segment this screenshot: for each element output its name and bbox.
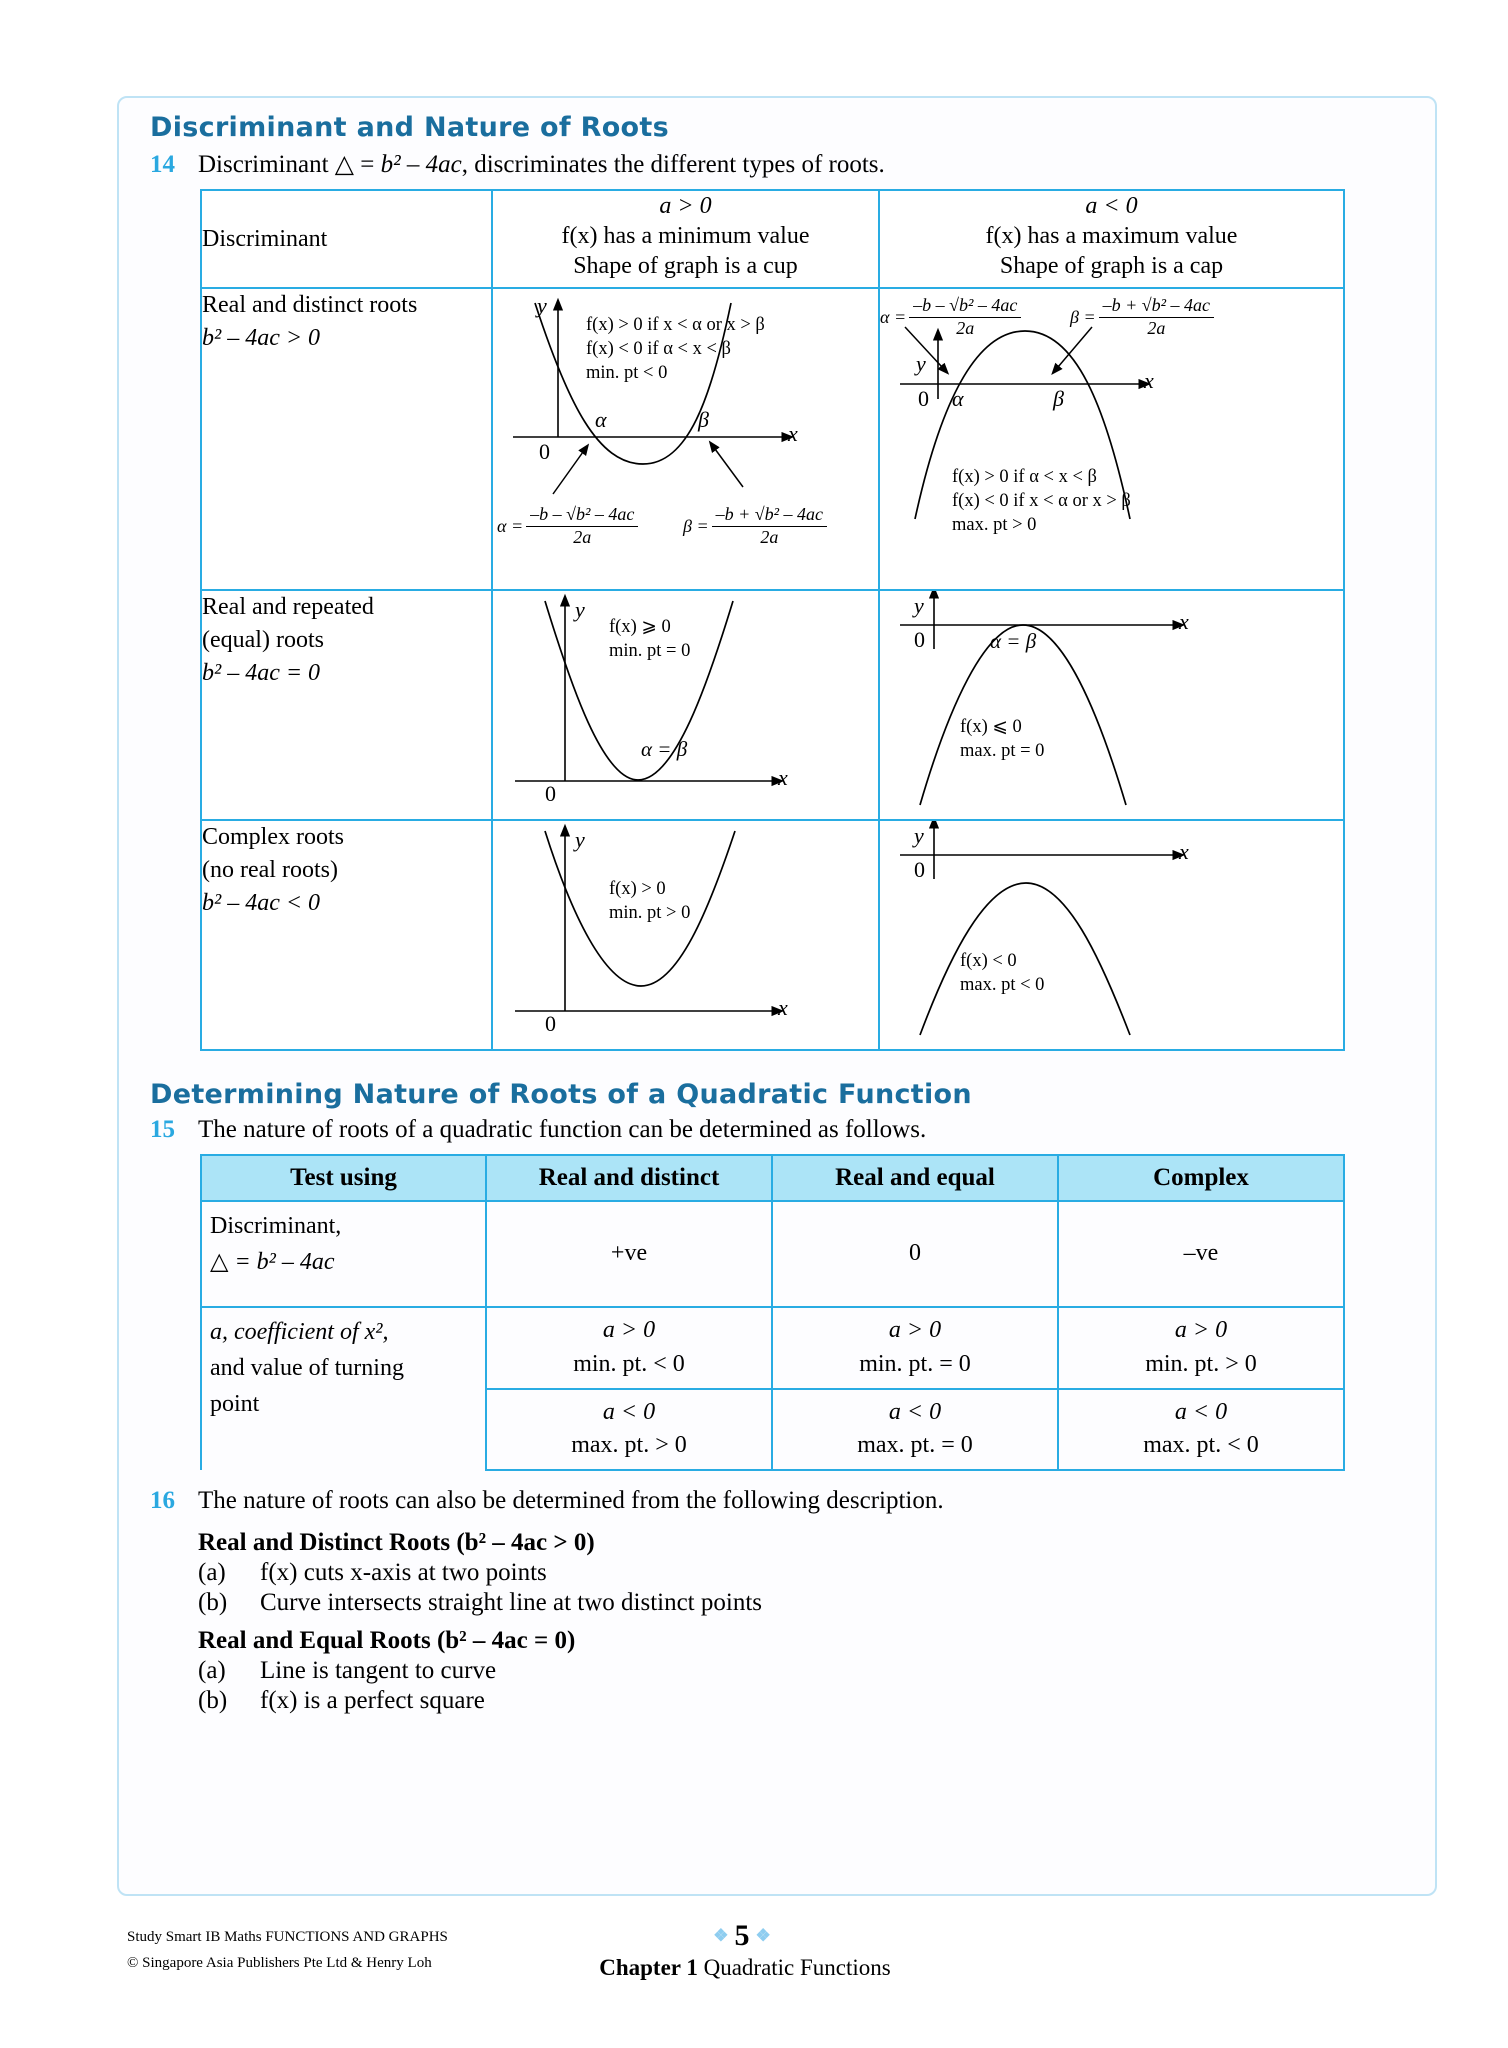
cap-repeated-ann1: f(x) ⩽ 0 <box>960 717 1022 737</box>
group2-item2-text: f(x) is a perfect square <box>260 1687 485 1714</box>
cup-complex-annotations <box>609 877 690 925</box>
cap-distinct-y-label: y <box>916 351 926 376</box>
header-a-positive-condition: a > 0 <box>659 193 712 219</box>
cup-complex-ann2: min. pt > 0 <box>609 903 691 924</box>
cap-repeated-ann2: max. pt = 0 <box>960 741 1045 762</box>
row2-label-line2: (equal) roots <box>202 627 324 654</box>
t2-value-discriminant-complex: –ve <box>1058 1201 1344 1307</box>
t2-coefficient-line2: and value of turning <box>210 1355 404 1381</box>
cap-distinct-root-alpha: α <box>952 386 964 411</box>
graph-cap-complex <box>880 821 1341 1045</box>
diamond-left-icon: ❖ <box>713 1926 735 1945</box>
roots-description-list <box>150 1529 1420 1715</box>
cup-alpha-numerator: –b – √b² – 4ac <box>526 504 638 527</box>
header-cell-a-positive <box>492 190 879 288</box>
cap-alpha-lhs: α = <box>880 306 907 327</box>
cup-repeated-x-label: x <box>778 765 788 790</box>
cup-repeated-ann2: min. pt = 0 <box>609 641 691 662</box>
row3-label-line2: (no real roots) <box>202 857 338 884</box>
t2-coefficient-line1: a, coefficient of x², <box>210 1319 389 1345</box>
discriminant-table <box>200 189 1345 1051</box>
cap-distinct-alpha-formula <box>880 295 1021 339</box>
footer-page-block <box>580 1919 910 1981</box>
header-cell-discriminant <box>201 190 492 288</box>
cup-beta-lhs: β = <box>683 515 709 536</box>
cap-repeated-origin: 0 <box>914 627 925 652</box>
item-14-text-b: = <box>354 151 381 178</box>
table2-header-row <box>201 1155 1344 1201</box>
cap-distinct-ann1: f(x) > 0 if α < x < β <box>952 467 1097 487</box>
t2-discriminant-line1: Discriminant, <box>210 1213 342 1239</box>
page-number-row <box>580 1919 910 1953</box>
group2-item1-label: (a) <box>198 1657 226 1684</box>
t2-header-complex: Complex <box>1058 1155 1344 1201</box>
cup-repeated-origin: 0 <box>545 781 556 806</box>
cup-distinct-ann3: min. pt < 0 <box>586 363 668 384</box>
cup-distinct-x-label: x <box>788 421 798 446</box>
header-a-negative-line3: Shape of graph is a cap <box>999 253 1224 279</box>
table-row <box>201 288 1344 590</box>
nature-of-roots-table <box>200 1154 1345 1471</box>
header-discriminant-label: Discriminant <box>202 225 328 252</box>
item-16-text: The nature of roots can also be determined from the following description. <box>198 1487 944 1514</box>
cap-distinct-root-beta: β <box>1053 386 1064 411</box>
cap-alpha-numerator: –b – √b² – 4ac <box>909 295 1021 318</box>
section-heading-discriminant: Discriminant and Nature of Roots <box>150 112 669 143</box>
table-header-row <box>201 190 1344 288</box>
cap-beta-lhs: β = <box>1070 306 1096 327</box>
cup-complex-x-label: x <box>778 995 788 1020</box>
cap-beta-denominator: 2a <box>1147 318 1166 338</box>
cap-complex-origin: 0 <box>914 857 925 882</box>
t2-a-neg-equal-top: a < 0 <box>888 1398 942 1425</box>
row2-label-line1: Real and repeated <box>202 594 374 620</box>
footer-chapter-label: Chapter 1 <box>599 1955 698 1980</box>
group2-item1-text: Line is tangent to curve <box>260 1657 497 1684</box>
cap-distinct-ann2: f(x) < 0 if x < α or x > β <box>952 491 1131 512</box>
footer-chapter-line <box>580 1955 910 1981</box>
group1-item1-label: (a) <box>198 1559 226 1586</box>
t2-label-coefficient <box>201 1307 486 1470</box>
t2-header-real-equal: Real and equal <box>772 1155 1058 1201</box>
item-14-text-c: , discriminates the different types of roots. <box>461 151 885 178</box>
cap-repeated-x-label: x <box>1179 609 1189 634</box>
t2-a-pos-distinct-bottom: min. pt. < 0 <box>573 1350 685 1377</box>
t2-a-neg-distinct-top: a < 0 <box>602 1398 656 1425</box>
header-cell-a-negative <box>879 190 1344 288</box>
cup-complex-origin: 0 <box>545 1011 556 1036</box>
t2-discriminant-line2: = b² – 4ac <box>228 1249 335 1275</box>
footer-copyright-line: © Singapore Asia Publishers Pte Ltd & Henry Loh <box>127 1954 432 1971</box>
t2-a-neg-complex-bottom: max. pt. < 0 <box>1143 1432 1259 1459</box>
t2-value-a-pos-equal <box>772 1307 1058 1389</box>
cup-distinct-ann2: f(x) < 0 if α < x < β <box>586 339 731 360</box>
table2-row-coefficient-a <box>201 1307 1344 1389</box>
t2-value-discriminant-equal: 0 <box>772 1201 1058 1307</box>
list-item <box>198 1559 1420 1587</box>
item-14-text-a: Discriminant <box>198 151 335 178</box>
cup-beta-denominator: 2a <box>760 527 779 547</box>
t2-value-a-pos-distinct <box>486 1307 772 1389</box>
cap-repeated-root-label: α = β <box>990 629 1037 653</box>
cup-distinct-alpha-formula <box>497 504 638 548</box>
item-15-text: The nature of roots of a quadratic function can be determined as follows. <box>198 1116 927 1143</box>
cap-complex-annotations <box>960 949 1044 997</box>
header-a-negative-condition: a < 0 <box>1085 193 1138 219</box>
t2-value-a-neg-complex <box>1058 1389 1344 1471</box>
cap-distinct-x-label: x <box>1144 368 1154 393</box>
group1-heading: Real and Distinct Roots (b² – 4ac > 0) <box>198 1529 595 1556</box>
group2-heading: Real and Equal Roots (b² – 4ac = 0) <box>198 1627 576 1654</box>
t2-coefficient-line3: point <box>210 1391 260 1417</box>
cap-repeated-annotations <box>960 715 1044 763</box>
footer-chapter-title: Quadratic Functions <box>703 1955 891 1980</box>
page-footer <box>0 1919 1508 2035</box>
row3-label-line3: b² – 4ac < 0 <box>202 890 321 917</box>
graph-cap-repeated <box>880 591 1341 815</box>
row1-label-line1: Real and distinct roots <box>202 292 418 318</box>
row3-label-line1: Complex roots <box>202 824 344 850</box>
t2-a-neg-distinct-bottom: max. pt. > 0 <box>571 1432 687 1459</box>
cup-distinct-root-beta: β <box>698 407 709 432</box>
t2-a-pos-complex-top: a > 0 <box>1174 1317 1228 1344</box>
row-label-real-repeated <box>201 590 492 820</box>
cap-alpha-denominator: 2a <box>956 318 975 338</box>
section-heading-determining: Determining Nature of Roots of a Quadratic Function <box>150 1079 972 1110</box>
table-row <box>201 820 1344 1050</box>
t2-a-pos-equal-top: a > 0 <box>888 1317 942 1344</box>
row1-label-line2: b² – 4ac > 0 <box>202 325 321 352</box>
group1-item2-label: (b) <box>198 1589 228 1616</box>
group1-item1-text: f(x) cuts x-axis at two points <box>260 1559 547 1586</box>
item-16-number: 16 <box>150 1487 175 1514</box>
footer-imprint <box>127 1925 448 1976</box>
diamond-right-icon: ❖ <box>755 1926 777 1945</box>
t2-value-discriminant-distinct: +ve <box>486 1201 772 1307</box>
t2-value-a-neg-equal <box>772 1389 1058 1471</box>
group1-item2-text: Curve intersects straight line at two distinct points <box>260 1589 763 1616</box>
t2-header-test-using: Test using <box>201 1155 486 1201</box>
item-14-text <box>198 149 1420 179</box>
cup-distinct-ann1: f(x) > 0 if x < α or x > β <box>586 315 765 335</box>
header-a-negative-line2: f(x) has a maximum value <box>985 223 1238 249</box>
cup-repeated-root-label: α = β <box>641 737 688 761</box>
graph-cell-cup-distinct <box>492 288 879 590</box>
graph-cell-cap-complex <box>879 820 1344 1050</box>
header-a-positive-line3: Shape of graph is a cup <box>573 253 798 279</box>
row-label-complex <box>201 820 492 1050</box>
graph-cell-cup-repeated <box>492 590 879 820</box>
graph-cell-cup-complex <box>492 820 879 1050</box>
item-14-number: 14 <box>150 151 175 178</box>
t2-a-pos-complex-bottom: min. pt. > 0 <box>1145 1350 1257 1377</box>
cup-complex-y-label: y <box>575 827 585 852</box>
cap-complex-x-label: x <box>1179 839 1189 864</box>
page-content <box>150 112 1420 1717</box>
cup-repeated-y-label: y <box>575 597 585 622</box>
cap-distinct-annotations <box>952 465 1131 537</box>
cap-complex-y-label: y <box>914 823 924 848</box>
cup-distinct-origin: 0 <box>539 439 550 464</box>
cup-beta-numerator: –b + √b² – 4ac <box>712 504 827 527</box>
item-16 <box>150 1487 1420 1515</box>
row-label-real-distinct <box>201 288 492 590</box>
delta-symbol: △ <box>334 151 355 178</box>
group2-item2-label: (b) <box>198 1687 228 1714</box>
t2-header-real-distinct: Real and distinct <box>486 1155 772 1201</box>
footer-title-line: Study Smart IB Maths FUNCTIONS AND GRAPHS <box>127 1929 448 1945</box>
page-number: 5 <box>734 1919 756 1952</box>
t2-a-neg-complex-top: a < 0 <box>1174 1398 1228 1425</box>
t2-value-a-pos-complex <box>1058 1307 1344 1389</box>
cup-distinct-beta-formula <box>683 504 827 548</box>
t2-a-pos-equal-bottom: min. pt. = 0 <box>859 1350 971 1377</box>
graph-cell-cap-distinct <box>879 288 1344 590</box>
list-item <box>198 1589 1420 1617</box>
cap-distinct-beta-formula <box>1070 295 1214 339</box>
cap-repeated-y-label: y <box>914 593 924 618</box>
cap-distinct-origin: 0 <box>918 386 929 411</box>
cup-distinct-y-label: y <box>537 293 547 318</box>
item-14 <box>150 149 1420 179</box>
cap-complex-ann1: f(x) < 0 <box>960 951 1017 971</box>
table-row <box>201 590 1344 820</box>
cup-distinct-root-alpha: α <box>595 407 607 432</box>
cap-distinct-ann3: max. pt > 0 <box>952 515 1037 536</box>
table2-row-discriminant <box>201 1201 1344 1307</box>
t2-label-discriminant <box>201 1201 486 1307</box>
item-14-formula: b² – 4ac <box>380 151 462 178</box>
cap-complex-ann2: max. pt < 0 <box>960 975 1045 996</box>
cup-distinct-annotations <box>586 313 765 385</box>
item-15-number: 15 <box>150 1116 175 1143</box>
cup-alpha-lhs: α = <box>497 515 524 536</box>
header-a-positive-line2: f(x) has a minimum value <box>561 223 810 249</box>
cup-repeated-ann1: f(x) ⩾ 0 <box>609 617 671 637</box>
t2-value-a-neg-distinct <box>486 1389 772 1471</box>
row2-label-line3: b² – 4ac = 0 <box>202 660 321 687</box>
cup-complex-ann1: f(x) > 0 <box>609 879 666 899</box>
graph-cell-cap-repeated <box>879 590 1344 820</box>
t2-delta-symbol: △ <box>210 1249 229 1275</box>
list-item <box>198 1687 1420 1715</box>
cup-repeated-annotations <box>609 615 690 663</box>
cap-beta-numerator: –b + √b² – 4ac <box>1099 295 1214 318</box>
t2-a-neg-equal-bottom: max. pt. = 0 <box>857 1432 973 1459</box>
cup-alpha-denominator: 2a <box>573 527 592 547</box>
item-15 <box>150 1116 1420 1144</box>
t2-a-pos-distinct-top: a > 0 <box>602 1317 656 1344</box>
list-item <box>198 1657 1420 1685</box>
